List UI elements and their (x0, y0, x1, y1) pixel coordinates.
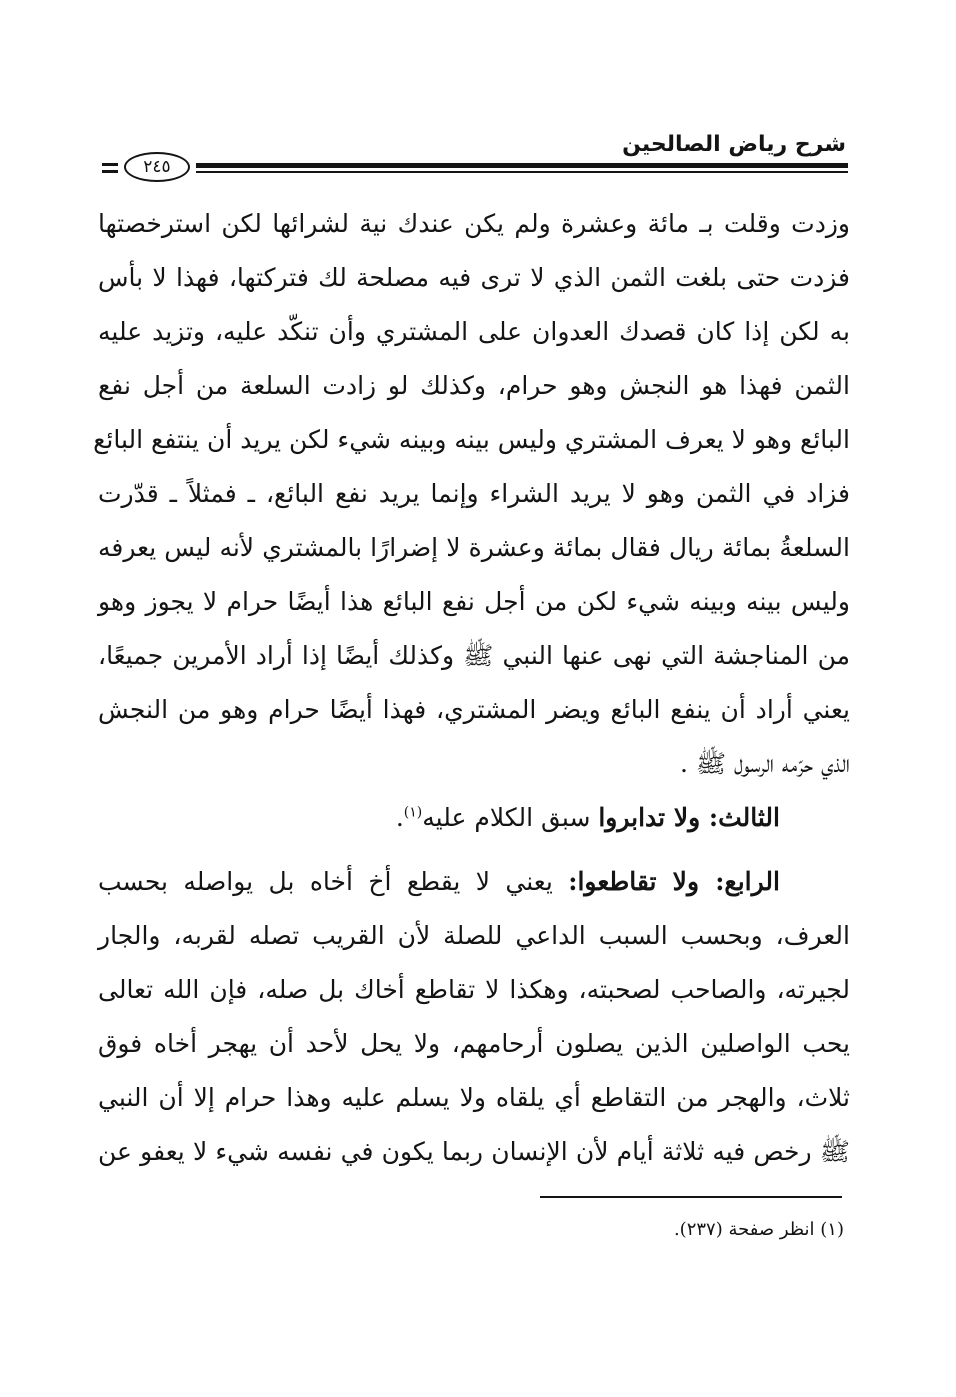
fourth-point-line (98, 855, 850, 909)
text-line: السلعةُ بمائة ريال فقال بمائة وعشرة لا إضرارًا بالمشتري لأنه ليس يعرفه (98, 533, 850, 562)
page-header (96, 130, 848, 186)
header-dash-mark (102, 163, 118, 166)
text-line: ﷺ رخص فيه ثلاثة أيام لأن الإنسان ربما يكون في نفسه شيء لا يعفو عن (98, 1137, 850, 1166)
text-line: الثمن فهذا هو النجش وهو حرام، وكذلك لو زادت السلعة من أجل نفع (98, 371, 850, 400)
text-line: من المناجشة التي نهى عنها النبي ﷺ وكذلك أيضًا إذا أراد الأمرين جميعًا، (98, 641, 850, 670)
text-line: فزدت حتى بلغت الثمن الذي لا ترى فيه مصلحة لك فتركتها، فهذا لا بأس (98, 263, 850, 292)
third-point-line (98, 791, 850, 845)
footnote-divider (540, 1196, 842, 1198)
third-point-label: الثالث: ولا تدابروا (598, 803, 780, 832)
third-point-end: . (395, 803, 404, 832)
text-line: العرف، وبحسب السبب الداعي للصلة لأن القريب تصله لقربه، والجار (98, 921, 850, 950)
paragraph-gap (98, 845, 850, 855)
header-rule-thin (196, 171, 848, 173)
fourth-point-text: يعني لا يقطع أخ أخاه بل يواصله بحسب (98, 867, 569, 896)
book-title: شرح رياض الصالحين (622, 132, 846, 157)
header-rule-thick (196, 163, 848, 168)
text-line: وليس بينه وبينه شيء لكن من أجل نفع البائع هذا أيضًا حرام لا يجوز وهو (98, 587, 850, 616)
body-text (93, 197, 850, 1179)
fourth-point-label: الرابع: ولا تقاطعوا: (568, 867, 780, 896)
text-line: يعني أراد أن ينفع البائع ويضر المشتري، فهذا أيضًا حرام وهو من النجش (98, 695, 850, 724)
footnote: (١) انظر صفحة (٢٣٧). (673, 1219, 844, 1240)
footnote-reference: (١) (403, 804, 423, 821)
header-dash-mark (102, 170, 118, 173)
text-line: به لكن إذا كان قصدك العدوان على المشتري وأن تنكّد عليه، وتزيد عليه (98, 317, 850, 346)
text-line: يحب الواصلين الذين يصلون أرحامهم، ولا يحل لأحد أن يهجر أخاه فوق (98, 1029, 850, 1058)
text-line: فزاد في الثمن وهو لا يريد الشراء وإنما يريد نفع البائع، ـ فمثلاً ـ قدّرت (98, 479, 850, 508)
text-line: لجيرته، والصاحب لصحبته، وهكذا لا تقاطع أخاك بل صله، فإن الله تعالى (98, 975, 850, 1004)
text-line: وزدت وقلت بـ مائة وعشرة ولم يكن عندك نية لشرائها لكن استرخصتها (98, 209, 850, 238)
page-number: ٢٤٥ (124, 152, 190, 182)
text-line: ثلاث، والهجر من التقاطع أي يلقاه ولا يسلم عليه وهذا حرام إلا أن النبي (98, 1083, 850, 1112)
text-line: البائع وهو لا يعرف المشتري وليس بينه وبينه شيء لكن يريد أن ينتفع البائع (93, 425, 850, 454)
text-line: الذي حرّمه الرسول ﷺ . (679, 749, 850, 778)
third-point-text: سبق الكلام عليه (422, 803, 599, 832)
